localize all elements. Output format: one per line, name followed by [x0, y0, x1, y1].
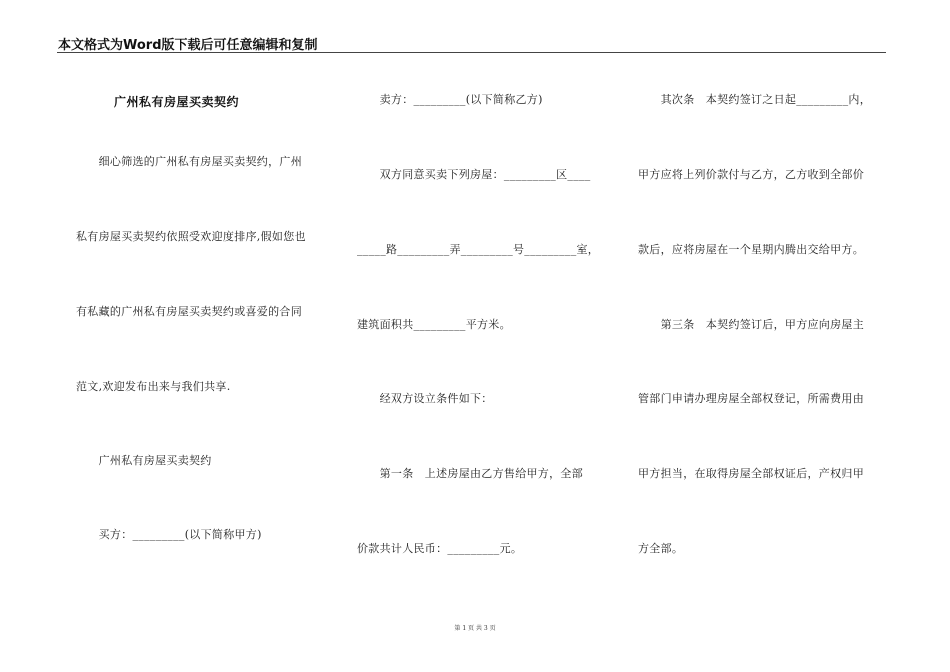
text-column-3	[638, 0, 882, 672]
paragraph-line: 方全部。	[638, 542, 684, 555]
paragraph-line: _____路_________弄_________号_________室，	[357, 243, 600, 256]
paragraph-line: 第三条 本契约签订后，甲方应向房屋主	[638, 318, 864, 331]
paragraph-line: 建筑面积共_________平方米。	[357, 318, 511, 331]
paragraph-line: 双方同意买卖下列房屋：_________区____	[357, 168, 591, 181]
paragraph-line: 范文,欢迎发布出来与我们共享.	[76, 380, 231, 393]
page-number-footer: 第 1 页 共 3 页	[454, 625, 496, 632]
text-column-1	[76, 0, 320, 672]
paragraph-line: 细心筛选的广州私有房屋买卖契约，广州	[76, 155, 302, 168]
paragraph-line: 卖方：_________(以下简称乙方)	[357, 93, 543, 106]
paragraph-line: 私有房屋买卖契约依照受欢迎度排序,假如您也	[76, 230, 306, 243]
paragraph-line: 价款共计人民币：_________元。	[357, 542, 523, 555]
paragraph-line: 甲方应将上列价款付与乙方，乙方收到全部价	[638, 168, 864, 181]
header-title: 本文格式为Word版下载后可任意编辑和复制	[58, 38, 318, 53]
paragraph-line: 买方：_________(以下简称甲方)	[76, 528, 262, 541]
paragraph-line: 甲方担当，在取得房屋全部权证后，产权归甲	[638, 467, 864, 480]
paragraph-line: 经双方设立条件如下：	[357, 392, 493, 405]
text-column-2	[357, 0, 601, 672]
paragraph-line: 款后，应将房屋在一个星期内腾出交给甲方。	[638, 243, 864, 256]
paragraph-line: 第一条 上述房屋由乙方售给甲方，全部	[357, 467, 583, 480]
paragraph-line: 广州私有房屋买卖契约	[76, 454, 212, 467]
paragraph-line: 其次条 本契约签订之日起_________内，	[638, 93, 871, 106]
document-title: 广州私有房屋买卖契约	[114, 95, 240, 109]
paragraph-line: 管部门申请办理房屋全部权登记，所需费用由	[638, 392, 864, 405]
paragraph-line: 有私藏的广州私有房屋买卖契约或喜爱的合同	[76, 305, 302, 318]
